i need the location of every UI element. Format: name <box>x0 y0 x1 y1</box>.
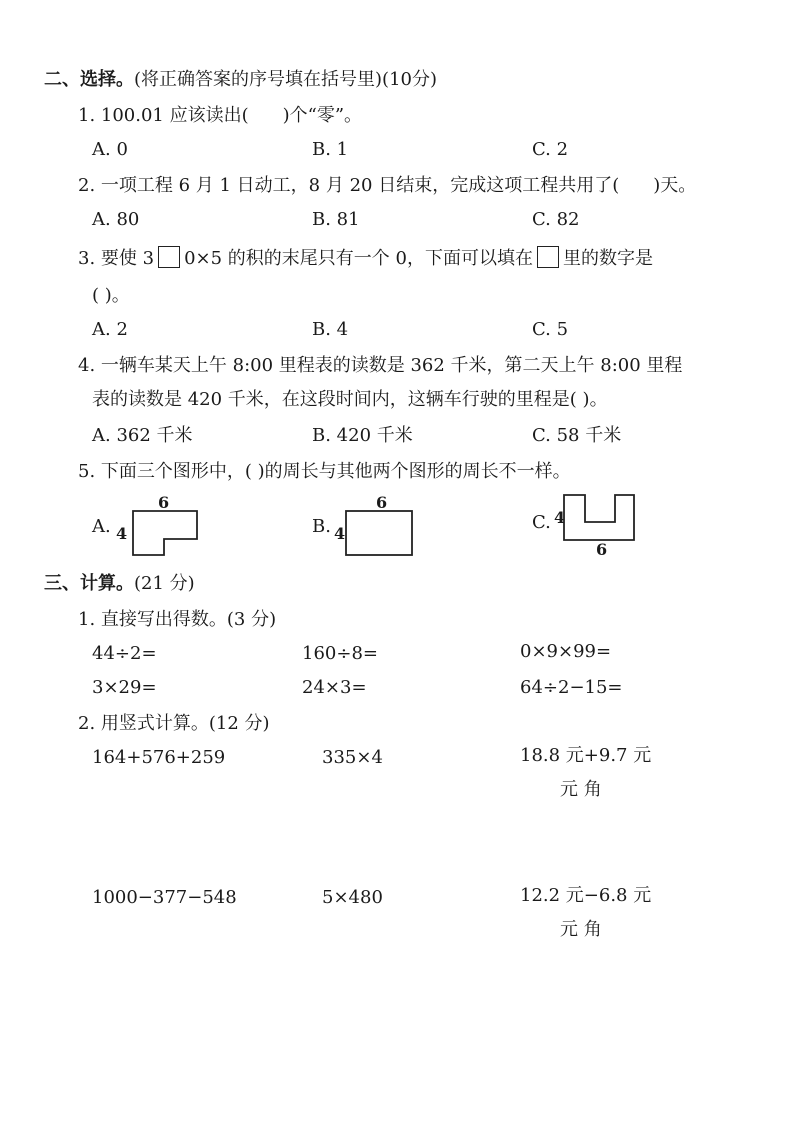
q2-stem-b: )天。 <box>653 175 697 196</box>
part1-item: 0×9×99= <box>520 641 612 662</box>
q4-option-a: A. 362 千米 <box>92 425 193 446</box>
q3-stem-c: 里的数字是 <box>562 248 653 269</box>
figure-c-u-shape <box>560 492 640 544</box>
part2-item: 164+576+259 <box>92 747 226 768</box>
q2-option-a: A. 80 <box>92 209 140 230</box>
blank-box <box>537 246 559 268</box>
part1-item: 44÷2= <box>92 643 157 664</box>
part1-item: 24×3= <box>302 677 367 698</box>
part1-title: 1. 直接写出得数。(3 分) <box>78 609 277 630</box>
part1-item: 64÷2−15= <box>520 677 623 698</box>
q3-option-a: A. 2 <box>92 319 128 340</box>
q1-option-a: A. 0 <box>92 139 128 160</box>
figure-b-rectangle <box>340 508 416 558</box>
q4-option-b: B. 420 千米 <box>312 425 413 446</box>
part2-item: 12.2 元−6.8 元 <box>520 885 652 906</box>
blank-box <box>158 246 180 268</box>
figure-b-width-label: 6 <box>376 493 388 512</box>
part2-item: 335×4 <box>322 747 383 768</box>
figure-b-option-label: B. <box>312 516 331 537</box>
q5-stem: 5. 下面三个图形中，( )的周长与其他两个图形的周长不一样。 <box>78 461 571 482</box>
q3-stem-b: 0×5 的积的末尾只有一个 0，下面可以填在 <box>184 248 533 269</box>
q2-stem-a: 2. 一项工程 6 月 1 日动工，8 月 20 日结束，完成这项工程共用了( <box>78 175 620 196</box>
part2-unit-line: 元 角 <box>560 779 602 800</box>
part2-unit-line: 元 角 <box>560 919 602 940</box>
q4-stem-line1: 4. 一辆车某天上午 8:00 里程表的读数是 362 千米，第二天上午 8:00 里程 <box>78 355 683 376</box>
part2-item: 18.8 元+9.7 元 <box>520 745 652 766</box>
part1-item: 160÷8= <box>302 643 378 664</box>
section3-title: 三、计算。 <box>44 573 134 594</box>
figure-c-height-label: 4 <box>554 508 566 527</box>
q3-stem <box>78 246 653 271</box>
q1-stem-b: )个“零”。 <box>282 105 363 126</box>
q3-option-c: C. 5 <box>532 319 569 340</box>
q4-option-c: C. 58 千米 <box>532 425 622 446</box>
figure-a-width-label: 6 <box>158 493 170 512</box>
figure-a-option-label: A. <box>92 516 111 537</box>
q1-option-b: B. 1 <box>312 139 349 160</box>
figure-c-width-label: 6 <box>596 540 608 559</box>
part1-item: 3×29= <box>92 677 157 698</box>
q3-stem-a: 3. 要使 3 <box>78 248 155 269</box>
q1-option-c: C. 2 <box>532 139 569 160</box>
section2-header <box>44 68 437 92</box>
q2-option-c: C. 82 <box>532 209 580 230</box>
q3-stem-line2: ( )。 <box>92 285 130 306</box>
q3-option-b: B. 4 <box>312 319 349 340</box>
section2-note: (将正确答案的序号填在括号里)(10分) <box>134 69 437 90</box>
figure-a-l-shape <box>126 508 202 558</box>
section3-note: (21 分) <box>134 573 195 594</box>
part2-title: 2. 用竖式计算。(12 分) <box>78 713 270 734</box>
part2-item: 1000−377−548 <box>92 887 237 908</box>
section2-title: 二、选择。 <box>44 69 134 90</box>
figure-c-option-label: C. <box>532 512 551 533</box>
q1-stem <box>78 104 362 128</box>
q2-stem <box>78 174 696 198</box>
q1-stem-a: 1. 100.01 应该读出( <box>78 105 249 126</box>
q2-option-b: B. 81 <box>312 209 360 230</box>
figure-a-height-label: 4 <box>116 524 128 543</box>
section3-header <box>44 572 195 596</box>
part2-item: 5×480 <box>322 887 383 908</box>
figure-b-height-label: 4 <box>334 524 346 543</box>
q4-stem-line2: 表的读数是 420 千米，在这段时间内，这辆车行驶的里程是( )。 <box>92 389 608 410</box>
